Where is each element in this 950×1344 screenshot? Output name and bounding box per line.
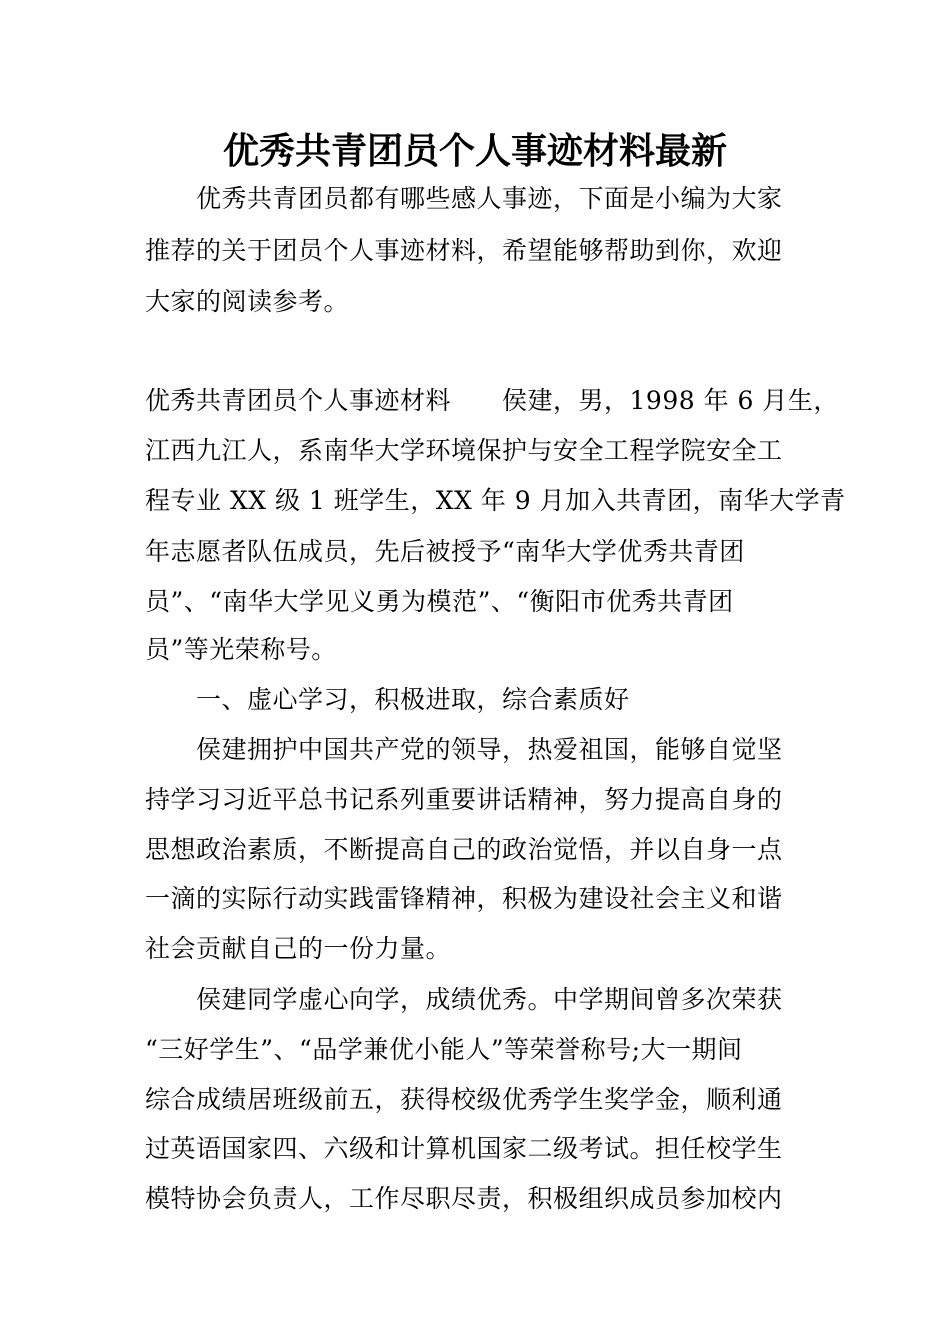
body-line: 年志愿者队伍成员，先后被授予“南华大学优秀共青团: [145, 537, 745, 566]
body-line: 过英语国家四、六级和计算机国家二级考试。担任校学生: [145, 1134, 783, 1163]
body-line: 江西九江人，系南华大学环境保护与安全工程学院安全工: [145, 436, 783, 465]
body-line: 侯建拥护中国共产党的领导，热爱祖国，能够自觉坚: [196, 735, 783, 764]
body-line: “三好学生”、“品学兼优小能人”等荣誉称号;大一期间: [145, 1035, 743, 1064]
body-line: 大家的阅读参考。: [145, 287, 350, 316]
body-line: 持学习习近平总书记系列重要讲话精神，努力提高自身的: [145, 785, 783, 814]
body-line: 社会贡献自己的一份力量。: [145, 934, 452, 963]
body-line: 模特协会负责人，工作尽职尽责，积极组织成员参加校内: [145, 1184, 783, 1213]
body-line: 综合成绩居班级前五，获得校级优秀学生奖学金，顺利通: [145, 1085, 783, 1114]
body-line: 推荐的关于团员个人事迹材料，希望能够帮助到你，欢迎: [145, 236, 783, 265]
body-line: 优秀共青团员都有哪些感人事迹，下面是小编为大家: [196, 184, 783, 213]
section-heading: 一、虚心学习，积极进取，综合素质好: [196, 685, 630, 714]
body-line: 一滴的实际行动实践雷锋精神，积极为建设社会主义和谐: [145, 884, 783, 913]
body-line: 思想政治素质，不断提高自己的政治觉悟，并以自身一点: [145, 835, 783, 864]
body-line: 侯建同学虚心向学，成绩优秀。中学期间曾多次荣获: [196, 985, 783, 1014]
document-title: 优秀共青团员个人事迹材料最新: [222, 131, 727, 172]
body-line: 员”、“南华大学见义勇为模范”、“衡阳市优秀共青团: [145, 587, 734, 616]
body-line: 优秀共青团员个人事迹材料 侯建，男，1998 年 6 月生，: [145, 386, 839, 415]
body-line: 员”等光荣称号。: [145, 635, 337, 664]
body-line: 程专业 XX 级 1 班学生，XX 年 9 月加入共青团，南华大学青: [145, 486, 846, 515]
